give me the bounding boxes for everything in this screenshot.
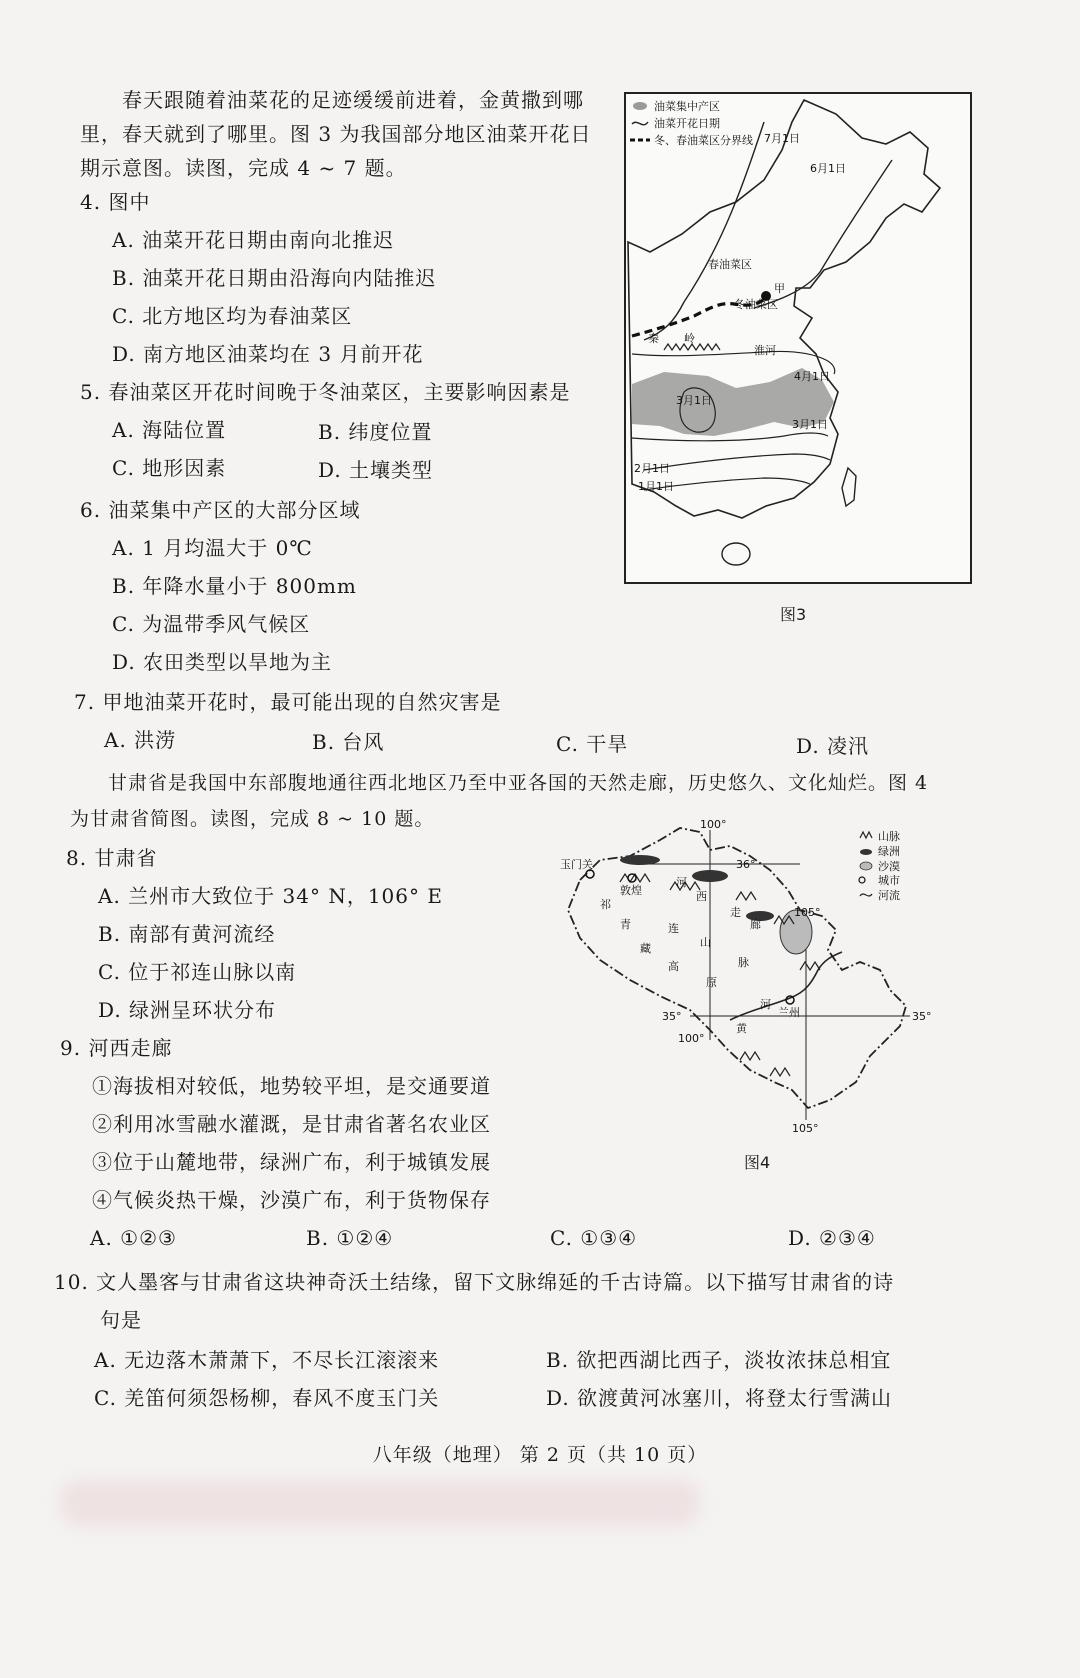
label-yuan: 原 xyxy=(706,976,717,989)
q7-option-d: D. 凌汛 xyxy=(796,734,870,758)
oasis-1 xyxy=(620,855,660,865)
label-lon100-bottom: 100° xyxy=(678,1032,705,1045)
intro2-line2: 为甘肃省简图。读图，完成 8 ~ 10 题。 xyxy=(70,808,435,830)
q8-option-c: C. 位于祁连山脉以南 xyxy=(98,960,297,984)
q6-option-a: A. 1 月均温大于 0℃ xyxy=(112,536,313,560)
mountain-ranges xyxy=(620,874,820,1076)
q9-option-d: D. ②③④ xyxy=(788,1226,876,1250)
q10-option-c: C. 羌笛何须怨杨柳，春风不度玉门关 xyxy=(94,1386,440,1410)
q5-stem: 5. 春油菜区开花时间晚于冬油菜区，主要影响因素是 xyxy=(80,380,571,404)
legend-mountain-label: 山脉 xyxy=(878,830,900,843)
legend-river-swatch xyxy=(860,894,872,896)
q7-option-c: C. 干旱 xyxy=(556,732,629,756)
paper-smudge xyxy=(60,1480,700,1526)
label-qi: 祁 xyxy=(600,898,611,911)
label-jun1: 6月1日 xyxy=(810,162,846,175)
legend-city-label: 城市 xyxy=(878,874,900,887)
legend-river-label: 河流 xyxy=(878,889,900,902)
q10-stem-line1: 10. 文人墨客与甘肃省这块神奇沃土结缘，留下文脉绵延的千古诗篇。以下描写甘肃省的诗 xyxy=(54,1270,895,1294)
label-xi: 西 xyxy=(696,890,707,903)
label-mar1: 3月1日 xyxy=(792,418,828,431)
label-jia: 甲 xyxy=(774,282,785,295)
q9-statement-2: ②利用冰雪融水灌溉，是甘肃省著名农业区 xyxy=(92,1112,491,1136)
label-yumen: 玉门关 xyxy=(560,858,593,871)
q6-option-d: D. 农田类型以旱地为主 xyxy=(112,650,333,674)
q4-option-c: C. 北方地区均为春油菜区 xyxy=(112,304,353,328)
q6-option-b: B. 年降水量小于 800mm xyxy=(112,574,357,598)
q10-option-a: A. 无边落木萧萧下，不尽长江滚滚来 xyxy=(94,1348,440,1372)
q10-stem-line2: 句是 xyxy=(100,1308,142,1332)
intro1-line3: 期示意图。读图，完成 4 ~ 7 题。 xyxy=(80,156,407,180)
label-he2: 河 xyxy=(760,998,771,1011)
q9-option-b: B. ①②④ xyxy=(306,1226,394,1250)
q5-option-c: C. 地形因素 xyxy=(112,456,227,480)
label-lon105-top: 105° xyxy=(794,906,821,919)
figure-4-map xyxy=(560,820,980,1140)
q8-option-b: B. 南部有黄河流经 xyxy=(98,922,276,946)
label-lon105-bottom: 105° xyxy=(792,1122,819,1135)
q7-option-b: B. 台风 xyxy=(312,730,385,754)
label-dunhuang: 敦煌 xyxy=(620,884,642,897)
legend-mountain-swatch xyxy=(860,832,872,838)
legend-city-swatch xyxy=(859,877,865,883)
label-jan1: 1月1日 xyxy=(638,480,674,493)
label-apr1: 4月1日 xyxy=(794,370,830,383)
label-huaihe: 淮河 xyxy=(754,344,776,357)
figure-3-svg xyxy=(624,92,972,584)
q5-option-a: A. 海陆位置 xyxy=(112,418,227,442)
q5-option-d: D. 土壤类型 xyxy=(318,458,434,482)
label-spring-zone: 春油菜区 xyxy=(708,258,752,271)
label-lanzhou: 兰州 xyxy=(778,1006,800,1019)
q8-stem: 8. 甘肃省 xyxy=(66,846,158,870)
legend-boundary-label: 冬、春油菜区分界线 xyxy=(654,134,753,147)
label-winter-zone: 冬油菜区 xyxy=(734,298,778,311)
q4-option-d: D. 南方地区油菜均在 3 月前开花 xyxy=(112,342,424,366)
label-lang: 廊 xyxy=(750,918,761,931)
label-ling: 岭 xyxy=(684,332,695,345)
q4-option-b: B. 油菜开花日期由沿海向内陆推迟 xyxy=(112,266,437,290)
label-qing: 青 xyxy=(620,918,631,931)
label-mai: 脉 xyxy=(738,956,749,969)
q9-statement-1: ①海拔相对较低，地势较平坦，是交通要道 xyxy=(92,1074,491,1098)
q6-stem: 6. 油菜集中产区的大部分区域 xyxy=(80,498,361,522)
label-huang: 黄 xyxy=(736,1022,747,1035)
label-lat36: 36° xyxy=(736,858,756,871)
q9-statement-3: ③位于山麓地带，绿洲广布，利于城镇发展 xyxy=(92,1150,491,1174)
q7-option-a: A. 洪涝 xyxy=(104,728,177,752)
q9-option-c: C. ①③④ xyxy=(550,1226,638,1250)
label-lian: 连 xyxy=(668,922,679,935)
figure-3-caption: 图3 xyxy=(780,605,807,624)
figure-3-frame xyxy=(625,93,971,583)
q8-option-d: D. 绿洲呈环状分布 xyxy=(98,998,277,1022)
legend-desert-label: 沙漠 xyxy=(878,860,900,873)
legend-area-label: 油菜集中产区 xyxy=(654,100,720,113)
figure-3-map xyxy=(624,92,972,584)
label-he: 河 xyxy=(676,876,687,889)
label-lat35-right: 35° xyxy=(912,1010,932,1023)
label-gao: 高 xyxy=(668,960,679,973)
q4-stem: 4. 图中 xyxy=(80,190,151,214)
legend-oasis-swatch xyxy=(860,849,872,855)
label-feb1: 2月1日 xyxy=(634,462,670,475)
label-qin: 秦 xyxy=(648,332,659,345)
intro1-line1: 春天跟随着油菜花的足迹缓缓前进着，金黄撒到哪 xyxy=(122,88,584,112)
label-mar1-inner: 3月1日 xyxy=(676,394,712,407)
figure-4-caption: 图4 xyxy=(744,1153,771,1172)
legend-desert-swatch xyxy=(860,862,872,870)
q10-option-b: B. 欲把西湖比西子，淡妆浓抹总相宜 xyxy=(546,1348,892,1372)
page-footer: 八年级（地理） 第 2 页（共 10 页） xyxy=(372,1444,708,1466)
q10-option-d: D. 欲渡黄河冰塞川，将登太行雪满山 xyxy=(546,1386,893,1410)
q6-option-c: C. 为温带季风气候区 xyxy=(112,612,311,636)
q9-statement-4: ④气候炎热干燥，沙漠广布，利于货物保存 xyxy=(92,1188,491,1212)
label-lat35-left: 35° xyxy=(662,1010,682,1023)
intro2-line1: 甘肃省是我国中东部腹地通往西北地区乃至中亚各国的天然走廊，历史悠久、文化灿烂。图 4 xyxy=(108,772,929,794)
legend-line-label: 油菜开花日期 xyxy=(654,117,720,130)
label-jul1: 7月1日 xyxy=(764,132,800,145)
label-zang: 藏 xyxy=(640,942,651,955)
q9-stem: 9. 河西走廊 xyxy=(60,1036,173,1060)
figure-4-svg xyxy=(560,820,980,1140)
label-lon100-top: 100° xyxy=(700,820,727,831)
legend-oasis-label: 绿洲 xyxy=(878,845,900,858)
oasis-2 xyxy=(692,870,728,882)
q8-option-a: A. 兰州市大致位于 34° N，106° E xyxy=(98,884,443,908)
intro1-line2: 里，春天就到了哪里。图 3 为我国部分地区油菜开花日 xyxy=(80,122,592,146)
label-shan: 山 xyxy=(700,936,711,949)
label-zou: 走 xyxy=(730,906,741,919)
q7-stem: 7. 甲地油菜开花时，最可能出现的自然灾害是 xyxy=(74,690,502,714)
q4-option-a: A. 油菜开花日期由南向北推迟 xyxy=(112,228,395,252)
legend-area-swatch xyxy=(633,102,647,110)
q9-option-a: A. ①②③ xyxy=(90,1226,177,1250)
q5-option-b: B. 纬度位置 xyxy=(318,420,433,444)
